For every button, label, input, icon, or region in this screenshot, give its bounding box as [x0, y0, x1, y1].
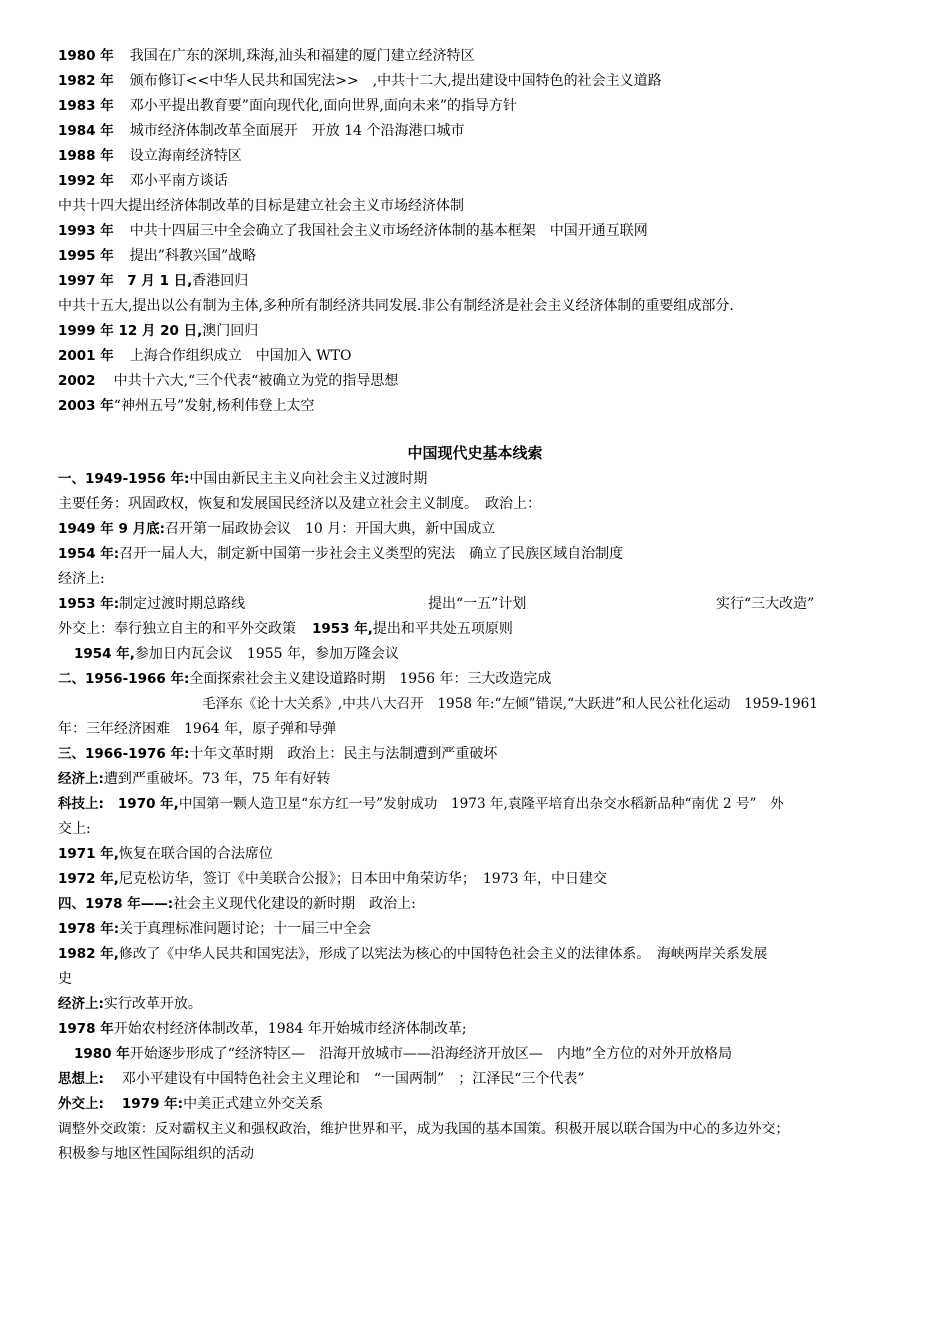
s3-line: 1972 年,尼克松访华，签订《中美联合公报》；日本田中角荣访华； 1973 年，中日建交: [58, 871, 607, 887]
timeline-item: 2002 中共十六大,“三个代表“被确立为党的指导思想: [58, 373, 399, 389]
s4-line: 1978 年开始农村经济体制改革，1984 年开始城市经济体制改革;: [58, 1021, 467, 1037]
s3-sci-cont: 交上:: [58, 821, 91, 837]
s3-line: 1971 年,恢复在联合国的合法席位: [58, 846, 273, 862]
timeline-item: 中共十四大提出经济体制改革的目标是建立社会主义市场经济体制: [58, 198, 464, 214]
s4-thought: 思想上: 邓小平建设有中国特色社会主义理论和 “一国两制” ；江泽民“三个代表”: [58, 1071, 585, 1087]
s4-diplomacy: 外交上: 1979 年:中美正式建立外交关系: [58, 1096, 324, 1112]
s1-line: 1954 年,参加日内瓦会议 1955 年，参加万隆会议: [74, 646, 399, 662]
s1-econ: 经济上:: [58, 571, 105, 587]
timeline-item: 2001 年 上海合作组织成立 中国加入 WTO: [58, 348, 352, 364]
timeline-item: 1983 年 邓小平提出教育要”面向现代化,面向世界,面向未来”的指导方针: [58, 98, 517, 114]
section-title: 中国现代史基本线索: [407, 444, 543, 462]
timeline-item: 1988 年 设立海南经济特区: [58, 148, 242, 164]
s2-line: 毛泽东《论十大关系》,中共八大召开 1958 年:“左倾”错误,“大跃进”和人民公社化运动 1959-1961: [202, 696, 818, 712]
timeline-item: 中共十五大,提出以公有制为主体,多种所有制经济共同发展.非公有制经济是社会主义经济体制的重要组成部分.: [58, 298, 734, 314]
s2-head: 二、1956-1966 年:全面探索社会主义建设道路时期 1956 年：三大改造完成: [58, 671, 552, 687]
s1-line: 1949 年 9 月底:召开第一届政协会议 10 月：开国大典，新中国成立: [58, 521, 496, 537]
timeline-item: 1995 年 提出”科教兴国”战略: [58, 248, 257, 264]
s4-policy: 调整外交政策：反对霸权主义和强权政治，维护世界和平，成为我国的基本国策。积极开展以联合国为中心的多边外交；: [58, 1121, 790, 1137]
timeline-item: 1992 年 邓小平南方谈话: [58, 173, 228, 189]
timeline-item: 1980 年 我国在广东的深圳,珠海,汕头和福建的厦门建立经济特区: [58, 48, 475, 64]
timeline-item: 2003 年“神州五号”发射,杨利伟登上太空: [58, 398, 315, 414]
s4-line-cont: 史: [58, 971, 72, 987]
timeline-item: 1984 年 城市经济体制改革全面展开 开放 14 个沿海港口城市: [58, 123, 465, 139]
s1-line: 1953 年:制定过渡时期总路线 提出“一五”计划 实行“三大改造”: [58, 596, 815, 612]
s3-econ: 经济上:遭到严重破坏。73 年，75 年有好转: [58, 771, 331, 787]
s4-line: 1980 年开始逐步形成了“经济特区— 沿海开放城市——沿海经济开放区— 内地”全方位的对外开放格局: [74, 1046, 733, 1062]
s4-line: 1978 年:关于真理标准问题讨论；十一届三中全会: [58, 921, 372, 937]
timeline-item: 1999 年 12 月 20 日,澳门回归: [58, 323, 259, 339]
s1-task: 主要任务：巩固政权，恢复和发展国民经济以及建立社会主义制度。 政治上：: [58, 496, 541, 512]
s2-line: 年：三年经济困难 1964 年，原子弹和导弹: [58, 721, 337, 737]
s4-line: 1982 年,修改了《中华人民共和国宪法》，形成了以宪法为核心的中国特色社会主义的法律体系。 海峡两岸关系发展: [58, 946, 768, 962]
s1-line: 1954 年:召开一届人大，制定新中国第一步社会主义类型的宪法 确立了民族区域自治制度: [58, 546, 624, 562]
s4-policy-cont: 积极参与地区性国际组织的活动: [58, 1146, 254, 1162]
s3-sci: 科技上: 1970 年,中国第一颗人造卫星“东方红一号”发射成功 1973 年,袁隆平培育出杂交水稻新品种“南优 2 号” 外: [58, 796, 784, 812]
s1-head: 一、1949-1956 年:中国由新民主主义向社会主义过渡时期: [58, 471, 428, 487]
timeline-item: 1993 年 中共十四届三中全会确立了我国社会主义市场经济体制的基本框架 中国开通互联网: [58, 223, 648, 239]
timeline-item: 1982 年 颁布修订<<中华人民共和国宪法>> ,中共十二大,提出建设中国特色的社会主义道路: [58, 73, 662, 89]
timeline-item: 1997 年 7 月 1 日,香港回归: [58, 273, 249, 289]
s3-head: 三、1966-1976 年:十年文革时期 政治上：民主与法制遭到严重破坏: [58, 746, 498, 762]
s4-econ: 经济上:实行改革开放。: [58, 996, 202, 1012]
s1-line: 外交上：奉行独立自主的和平外交政策 1953 年,提出和平共处五项原则: [58, 621, 513, 637]
s4-head: 四、1978 年——:社会主义现代化建设的新时期 政治上:: [58, 896, 416, 912]
